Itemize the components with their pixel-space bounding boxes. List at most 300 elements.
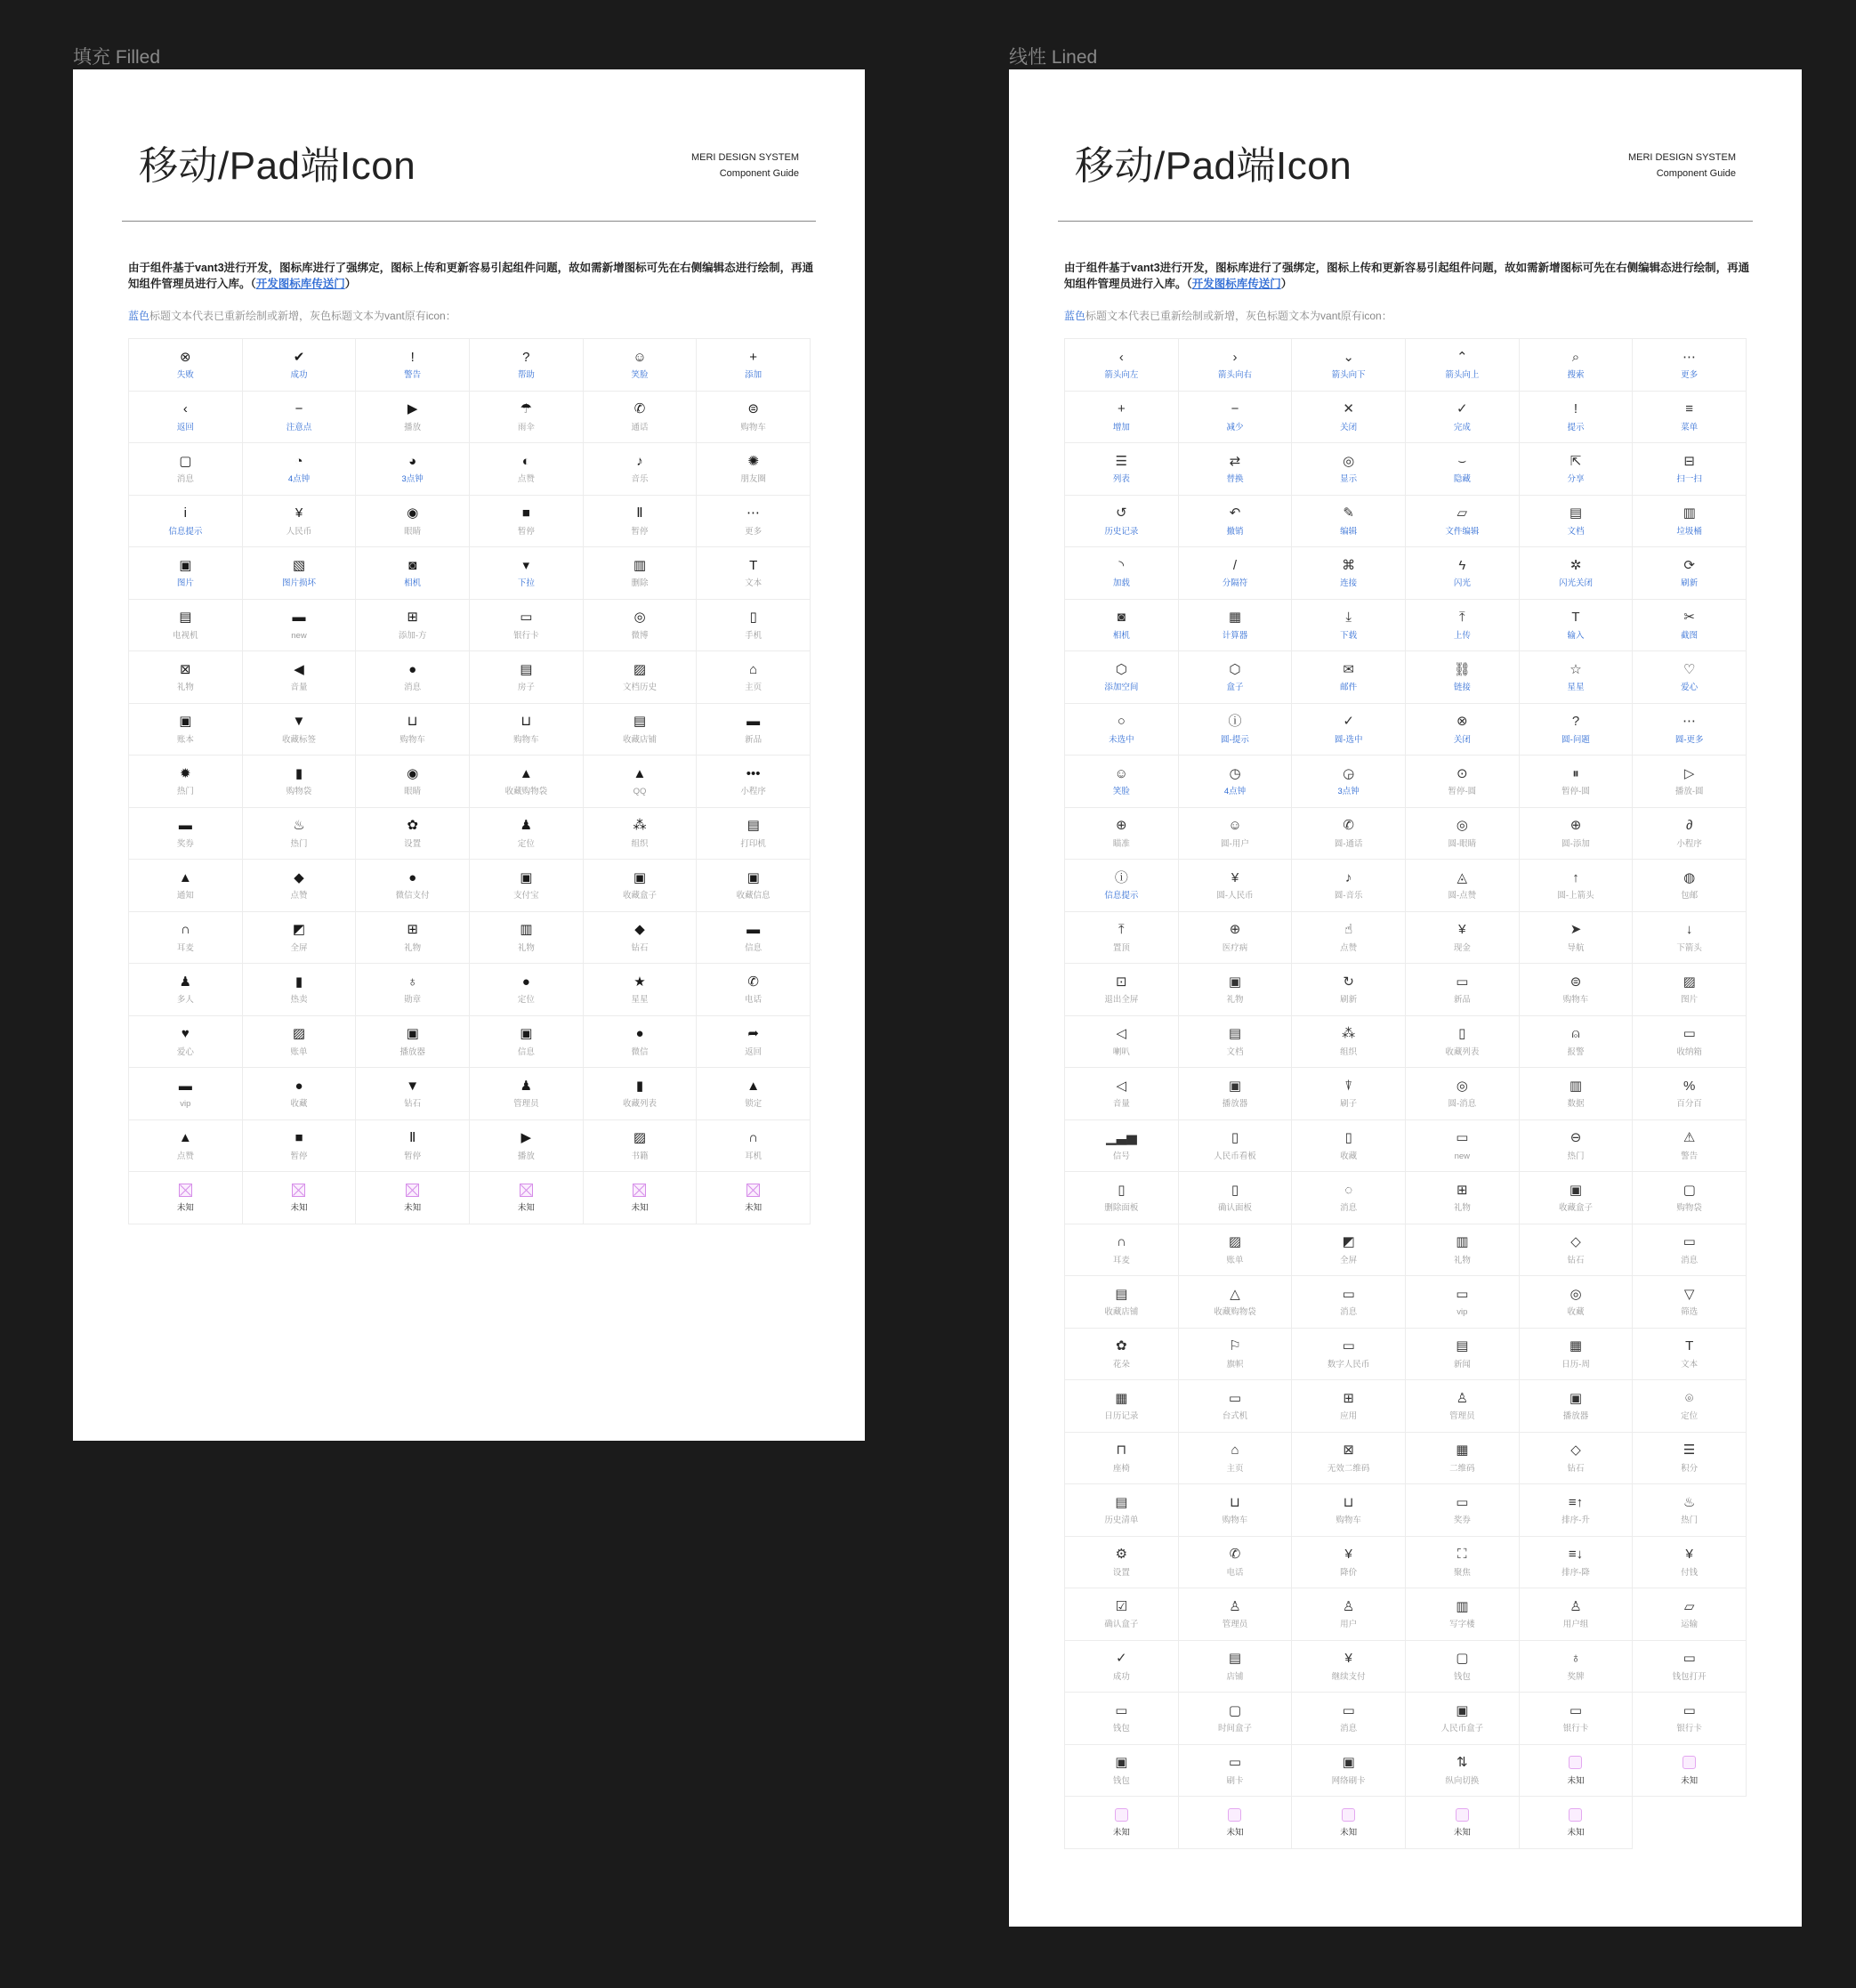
- icon-cell[interactable]: [1065, 1172, 1179, 1224]
- icon-cell[interactable]: [697, 1068, 811, 1120]
- icon-cell[interactable]: [356, 600, 470, 652]
- icon-cell[interactable]: [470, 756, 584, 808]
- icon-cell[interactable]: [470, 860, 584, 912]
- icon-cell[interactable]: [1633, 1276, 1747, 1329]
- icon-cell[interactable]: [1633, 1745, 1747, 1798]
- icon-cell[interactable]: [1406, 964, 1520, 1016]
- icon-cell[interactable]: [243, 547, 357, 600]
- icon-cell[interactable]: [1406, 1797, 1520, 1849]
- icon-cell[interactable]: [1065, 1380, 1179, 1433]
- circle-up-icon: ↑: [1572, 869, 1579, 885]
- icon-cell[interactable]: [1292, 547, 1406, 600]
- wallet2-icon: ▭: [1115, 1702, 1128, 1718]
- icon-cell[interactable]: [1179, 704, 1293, 756]
- icon-cell[interactable]: [356, 756, 470, 808]
- icon-cell[interactable]: [470, 496, 584, 548]
- icon-cell[interactable]: [1520, 1068, 1634, 1120]
- icon-library-link[interactable]: 开发图标库传送门: [1191, 278, 1281, 290]
- icon-cell[interactable]: [584, 912, 698, 965]
- icon-cell[interactable]: [1633, 1016, 1747, 1069]
- icon-cell[interactable]: [697, 600, 811, 652]
- icon-cell[interactable]: [1179, 496, 1293, 548]
- icon-cell[interactable]: [697, 339, 811, 392]
- icon-cell[interactable]: [1065, 443, 1179, 496]
- icon-cell[interactable]: [1406, 860, 1520, 912]
- icon-label: 主页: [745, 683, 763, 693]
- icon-cell[interactable]: [1292, 1224, 1406, 1277]
- icon-cell[interactable]: [584, 547, 698, 600]
- icon-cell[interactable]: [1633, 964, 1747, 1016]
- icon-cell[interactable]: [1520, 496, 1634, 548]
- circle-check-icon: ✓: [1343, 714, 1354, 730]
- icon-cell[interactable]: [1065, 1588, 1179, 1641]
- icon-cell[interactable]: [1520, 1276, 1634, 1329]
- icon-cell[interactable]: [129, 339, 243, 392]
- icon-cell[interactable]: [1520, 1120, 1634, 1173]
- icon-cell[interactable]: [697, 1172, 811, 1224]
- icon-cell[interactable]: [1406, 1172, 1520, 1224]
- icon-cell[interactable]: [697, 496, 811, 548]
- icon-label: 店铺: [1226, 1671, 1244, 1682]
- icon-cell[interactable]: [129, 1120, 243, 1173]
- icon-cell[interactable]: [1406, 808, 1520, 861]
- icon-cell[interactable]: [1292, 1172, 1406, 1224]
- icon-cell[interactable]: [1406, 392, 1520, 444]
- icon-cell[interactable]: [129, 1068, 243, 1120]
- stop-icon: ■: [521, 505, 530, 521]
- icon-cell[interactable]: [243, 964, 357, 1016]
- icon-cell[interactable]: [584, 860, 698, 912]
- icon-cell[interactable]: [470, 651, 584, 704]
- icon-cell[interactable]: [1406, 1484, 1520, 1537]
- icon-cell[interactable]: [243, 704, 357, 756]
- icon-cell[interactable]: [1065, 1433, 1179, 1485]
- icon-cell[interactable]: [1065, 860, 1179, 912]
- icon-cell[interactable]: [1292, 1068, 1406, 1120]
- icon-cell[interactable]: [1179, 1433, 1293, 1485]
- warning-icon: !: [410, 349, 415, 365]
- icon-cell[interactable]: [1292, 1745, 1406, 1798]
- icon-cell[interactable]: [356, 1172, 470, 1224]
- icon-cell[interactable]: [1292, 912, 1406, 965]
- icon-cell[interactable]: [1065, 808, 1179, 861]
- icon-cell[interactable]: [1520, 808, 1634, 861]
- icon-cell[interactable]: [584, 339, 698, 392]
- icon-cell[interactable]: [1179, 808, 1293, 861]
- legend-blue: 蓝色: [1064, 310, 1086, 322]
- icon-cell[interactable]: [1633, 912, 1747, 965]
- icon-cell[interactable]: [1292, 443, 1406, 496]
- chat-icon: ●: [408, 661, 417, 677]
- icon-cell[interactable]: [1520, 860, 1634, 912]
- icon-cell[interactable]: [470, 964, 584, 1016]
- icon-cell[interactable]: [1179, 1380, 1293, 1433]
- icon-cell[interactable]: [584, 964, 698, 1016]
- icon-cell[interactable]: [243, 756, 357, 808]
- icon-cell[interactable]: [1179, 1016, 1293, 1069]
- icon-cell[interactable]: [1179, 1537, 1293, 1589]
- icon-cell[interactable]: [1179, 1276, 1293, 1329]
- icon-cell[interactable]: [1520, 1433, 1634, 1485]
- icon-cell[interactable]: [243, 600, 357, 652]
- icon-cell[interactable]: [1065, 496, 1179, 548]
- icon-cell[interactable]: [1065, 756, 1179, 808]
- icon-cell[interactable]: [1292, 600, 1406, 652]
- icon-cell[interactable]: [1292, 496, 1406, 548]
- icon-cell[interactable]: [1520, 704, 1634, 756]
- icon-cell[interactable]: [356, 1120, 470, 1173]
- icon-cell[interactable]: [1406, 912, 1520, 965]
- icon-cell[interactable]: [356, 808, 470, 861]
- icon-cell[interactable]: [1065, 1641, 1179, 1693]
- icon-cell[interactable]: [1179, 1172, 1293, 1224]
- icon-cell[interactable]: [1633, 1433, 1747, 1485]
- icon-cell[interactable]: [1520, 964, 1634, 1016]
- message3-icon: ▭: [1342, 1702, 1355, 1718]
- icon-cell[interactable]: [1633, 443, 1747, 496]
- icon-cell[interactable]: [243, 1016, 357, 1069]
- icon-cell[interactable]: [129, 704, 243, 756]
- icon-cell[interactable]: [1633, 808, 1747, 861]
- icon-cell[interactable]: [1292, 704, 1406, 756]
- icon-cell[interactable]: [470, 600, 584, 652]
- icon-cell[interactable]: [129, 651, 243, 704]
- icon-cell[interactable]: [1520, 1693, 1634, 1745]
- icon-cell[interactable]: [470, 912, 584, 965]
- icon-cell[interactable]: [1179, 1745, 1293, 1798]
- icon-cell[interactable]: [129, 547, 243, 600]
- icon-cell[interactable]: [1406, 1016, 1520, 1069]
- icon-cell[interactable]: [1065, 1276, 1179, 1329]
- icon-cell[interactable]: [584, 808, 698, 861]
- icon-cell[interactable]: [1179, 339, 1293, 392]
- icon-cell[interactable]: [1179, 964, 1293, 1016]
- icon-cell[interactable]: [697, 704, 811, 756]
- icon-cell[interactable]: [1292, 1641, 1406, 1693]
- icon-cell[interactable]: [1292, 860, 1406, 912]
- icon-cell[interactable]: [584, 443, 698, 496]
- icon-cell[interactable]: [697, 1120, 811, 1173]
- icon-cell[interactable]: [356, 704, 470, 756]
- icon-label: 聚焦: [1453, 1567, 1471, 1578]
- icon-cell[interactable]: [1065, 912, 1179, 965]
- frame-lined: [1009, 69, 1802, 1927]
- icon-cell[interactable]: [129, 600, 243, 652]
- icon-cell[interactable]: [1520, 547, 1634, 600]
- icon-cell[interactable]: [1292, 756, 1406, 808]
- icon-cell[interactable]: [1179, 1797, 1293, 1849]
- icon-cell[interactable]: [697, 756, 811, 808]
- icon-cell[interactable]: [1633, 1641, 1747, 1693]
- icon-cell[interactable]: [1179, 1693, 1293, 1745]
- icon-cell[interactable]: [1406, 600, 1520, 652]
- icon-cell[interactable]: [1633, 1172, 1747, 1224]
- icon-cell[interactable]: [1179, 1224, 1293, 1277]
- icon-cell[interactable]: [1406, 1224, 1520, 1277]
- icon-cell[interactable]: [1520, 756, 1634, 808]
- icon-cell[interactable]: [1406, 1380, 1520, 1433]
- icon-cell[interactable]: [1292, 339, 1406, 392]
- icon-cell[interactable]: [1292, 651, 1406, 704]
- icon-cell[interactable]: [470, 1120, 584, 1173]
- icon-cell[interactable]: [129, 964, 243, 1016]
- icon-label: 信息: [745, 942, 763, 953]
- icon-cell[interactable]: [470, 1016, 584, 1069]
- icon-label: 4点钟: [1223, 787, 1247, 797]
- icon-label: 日历-周: [1561, 1359, 1590, 1370]
- icon-cell[interactable]: [1065, 964, 1179, 1016]
- icon-cell[interactable]: [584, 704, 698, 756]
- icon-cell[interactable]: [1633, 496, 1747, 548]
- icon-cell[interactable]: [1520, 1172, 1634, 1224]
- icon-cell[interactable]: [697, 443, 811, 496]
- icon-cell[interactable]: [1406, 651, 1520, 704]
- icon-cell[interactable]: [129, 756, 243, 808]
- icon-cell[interactable]: [584, 496, 698, 548]
- icon-cell[interactable]: [243, 860, 357, 912]
- icon-cell[interactable]: [1292, 808, 1406, 861]
- icon-cell[interactable]: [470, 392, 584, 444]
- icon-cell[interactable]: [1520, 1380, 1634, 1433]
- icon-cell[interactable]: [1292, 1588, 1406, 1641]
- icon-cell[interactable]: [1065, 547, 1179, 600]
- icon-cell[interactable]: [1179, 912, 1293, 965]
- icon-cell[interactable]: [1633, 651, 1747, 704]
- icon-cell[interactable]: [243, 496, 357, 548]
- icon-cell[interactable]: [129, 1016, 243, 1069]
- icon-cell[interactable]: [129, 496, 243, 548]
- icon-cell[interactable]: [697, 651, 811, 704]
- icon-cell[interactable]: [1292, 1484, 1406, 1537]
- icon-cell[interactable]: [1292, 1537, 1406, 1589]
- icon-cell[interactable]: [470, 547, 584, 600]
- icon-cell[interactable]: [1065, 651, 1179, 704]
- icon-cell[interactable]: [1179, 756, 1293, 808]
- icon-cell[interactable]: [1406, 1120, 1520, 1173]
- icon-cell[interactable]: [1292, 1276, 1406, 1329]
- icon-cell[interactable]: [243, 808, 357, 861]
- icon-cell[interactable]: [1520, 600, 1634, 652]
- icon-cell[interactable]: [243, 392, 357, 444]
- icon-cell[interactable]: [129, 392, 243, 444]
- icon-cell[interactable]: [1633, 600, 1747, 652]
- icon-cell[interactable]: [470, 704, 584, 756]
- icon-label: 暂停-圆: [1561, 787, 1590, 797]
- icon-cell[interactable]: [356, 1016, 470, 1069]
- icon-label: 确认面板: [1217, 1203, 1252, 1214]
- icon-cell[interactable]: [356, 392, 470, 444]
- icon-cell[interactable]: [1633, 392, 1747, 444]
- icon-cell[interactable]: [1179, 651, 1293, 704]
- icon-cell[interactable]: [1406, 1068, 1520, 1120]
- icon-cell[interactable]: [1406, 1693, 1520, 1745]
- icon-cell[interactable]: [1292, 1433, 1406, 1485]
- icon-cell[interactable]: [1406, 547, 1520, 600]
- icon-cell[interactable]: [1520, 1641, 1634, 1693]
- icon-cell[interactable]: [1633, 547, 1747, 600]
- icon-cell[interactable]: [1292, 1380, 1406, 1433]
- icon-cell[interactable]: [356, 651, 470, 704]
- icon-cell[interactable]: [1633, 1329, 1747, 1381]
- icon-cell[interactable]: [129, 808, 243, 861]
- icon-cell[interactable]: [1179, 600, 1293, 652]
- icon-cell[interactable]: [697, 912, 811, 965]
- icon-cell[interactable]: [697, 964, 811, 1016]
- icon-cell[interactable]: [356, 496, 470, 548]
- icon-label: 新品: [745, 734, 763, 745]
- icon-cell[interactable]: [1406, 1745, 1520, 1798]
- icon-cell[interactable]: [1633, 339, 1747, 392]
- icon-cell[interactable]: [1292, 1120, 1406, 1173]
- icon-cell[interactable]: [1065, 1224, 1179, 1277]
- icon-cell[interactable]: [1633, 704, 1747, 756]
- icon-cell[interactable]: [243, 1172, 357, 1224]
- icon-cell[interactable]: [470, 1172, 584, 1224]
- icon-cell[interactable]: [584, 1120, 698, 1173]
- icon-cell[interactable]: [1179, 547, 1293, 600]
- icon-cell[interactable]: [584, 1172, 698, 1224]
- icon-cell[interactable]: [1406, 704, 1520, 756]
- icon-cell[interactable]: [1406, 1329, 1520, 1381]
- icon-cell[interactable]: [697, 547, 811, 600]
- icon-cell[interactable]: [584, 392, 698, 444]
- icon-cell[interactable]: [1065, 1329, 1179, 1381]
- icon-cell[interactable]: [1065, 1120, 1179, 1173]
- icon-cell[interactable]: [1633, 1068, 1747, 1120]
- icon-cell[interactable]: [356, 339, 470, 392]
- icon-cell[interactable]: [697, 808, 811, 861]
- icon-cell[interactable]: [1065, 1537, 1179, 1589]
- icon-cell[interactable]: [129, 860, 243, 912]
- icon-cell[interactable]: [243, 912, 357, 965]
- icon-cell[interactable]: [1633, 1120, 1747, 1173]
- icon-cell[interactable]: [1065, 1693, 1179, 1745]
- icon-cell[interactable]: [1065, 1797, 1179, 1849]
- icon-cell[interactable]: [1292, 392, 1406, 444]
- icon-cell[interactable]: [1633, 1537, 1747, 1589]
- icon-cell[interactable]: [470, 443, 584, 496]
- icon-cell[interactable]: [584, 756, 698, 808]
- icon-cell[interactable]: [1520, 339, 1634, 392]
- icon-cell[interactable]: [1292, 1329, 1406, 1381]
- icon-cell[interactable]: [129, 912, 243, 965]
- icon-cell[interactable]: [1292, 1016, 1406, 1069]
- icon-cell[interactable]: [1520, 1537, 1634, 1589]
- icon-cell[interactable]: [1179, 1329, 1293, 1381]
- icon-cell[interactable]: [356, 1068, 470, 1120]
- icon-cell[interactable]: [1065, 600, 1179, 652]
- icon-cell[interactable]: [1179, 1641, 1293, 1693]
- icon-cell[interactable]: [470, 1068, 584, 1120]
- icon-cell[interactable]: [1406, 496, 1520, 548]
- fav-bag-icon: △: [1230, 1286, 1240, 1302]
- icon-cell[interactable]: [1406, 1276, 1520, 1329]
- icon-cell[interactable]: [470, 339, 584, 392]
- icon-cell[interactable]: [697, 860, 811, 912]
- icon-cell[interactable]: [129, 1172, 243, 1224]
- icon-cell[interactable]: [1520, 1016, 1634, 1069]
- icon-cell[interactable]: [1633, 1588, 1747, 1641]
- icon-cell[interactable]: [1179, 1484, 1293, 1537]
- icon-cell[interactable]: [584, 1016, 698, 1069]
- icon-cell[interactable]: [470, 808, 584, 861]
- icon-cell[interactable]: [1065, 392, 1179, 444]
- icon-cell[interactable]: [243, 339, 357, 392]
- icon-cell[interactable]: [1179, 443, 1293, 496]
- icon-cell[interactable]: [1633, 1224, 1747, 1277]
- icon-cell[interactable]: [1520, 912, 1634, 965]
- icon-cell[interactable]: [1406, 1433, 1520, 1485]
- icon-cell[interactable]: [1065, 1484, 1179, 1537]
- icon-cell[interactable]: [1406, 443, 1520, 496]
- icon-cell[interactable]: [1406, 1537, 1520, 1589]
- icon-label: 失败: [176, 370, 194, 381]
- icon-cell[interactable]: [1520, 1745, 1634, 1798]
- icon-library-link[interactable]: 开发图标库传送门: [255, 278, 345, 290]
- icon-cell[interactable]: [243, 1068, 357, 1120]
- icon-cell[interactable]: [1520, 651, 1634, 704]
- icon-cell[interactable]: [1179, 1068, 1293, 1120]
- icon-cell[interactable]: [1065, 1068, 1179, 1120]
- icon-cell[interactable]: [1633, 1380, 1747, 1433]
- icon-cell[interactable]: [1179, 860, 1293, 912]
- icon-cell[interactable]: [1633, 860, 1747, 912]
- icon-cell[interactable]: [697, 392, 811, 444]
- icon-cell[interactable]: [1179, 1120, 1293, 1173]
- icon-cell[interactable]: [1633, 1484, 1747, 1537]
- icon-cell[interactable]: [1520, 1224, 1634, 1277]
- icon-cell[interactable]: [1292, 1693, 1406, 1745]
- icon-cell[interactable]: [356, 860, 470, 912]
- icon-cell[interactable]: [1292, 1797, 1406, 1849]
- icon-cell[interactable]: [129, 443, 243, 496]
- icon-cell[interactable]: [1179, 392, 1293, 444]
- icon-cell[interactable]: [697, 1016, 811, 1069]
- icon-cell[interactable]: [1520, 1484, 1634, 1537]
- frame-label-lined: 线性 Lined: [1009, 47, 1098, 68]
- icon-cell[interactable]: [1065, 1016, 1179, 1069]
- icon-label: 帮助: [517, 370, 535, 381]
- icon-cell[interactable]: [584, 651, 698, 704]
- icon-cell[interactable]: [1065, 704, 1179, 756]
- icon-cell[interactable]: [356, 547, 470, 600]
- icon-cell[interactable]: [1406, 1588, 1520, 1641]
- icon-cell[interactable]: [356, 443, 470, 496]
- done-icon: ✓: [1457, 401, 1468, 417]
- icon-cell[interactable]: [584, 600, 698, 652]
- icon-cell[interactable]: [1179, 1588, 1293, 1641]
- icon-cell[interactable]: [1406, 1641, 1520, 1693]
- icon-cell[interactable]: [584, 1068, 698, 1120]
- icon-cell[interactable]: [356, 964, 470, 1016]
- icon-cell[interactable]: [1520, 443, 1634, 496]
- icon-cell[interactable]: [1520, 1329, 1634, 1381]
- icon-cell[interactable]: [1633, 1693, 1747, 1745]
- icon-cell[interactable]: [1520, 1588, 1634, 1641]
- icon-cell[interactable]: [1520, 392, 1634, 444]
- icon-cell[interactable]: [1633, 756, 1747, 808]
- icon-cell[interactable]: [1520, 1797, 1634, 1849]
- icon-cell[interactable]: [243, 651, 357, 704]
- icon-cell[interactable]: [1292, 964, 1406, 1016]
- icon-cell[interactable]: [1406, 339, 1520, 392]
- icon-cell[interactable]: [356, 912, 470, 965]
- icon-cell[interactable]: [1406, 756, 1520, 808]
- icon-cell[interactable]: [243, 1120, 357, 1173]
- icon-cell[interactable]: [1065, 1745, 1179, 1798]
- icon-cell[interactable]: [1065, 339, 1179, 392]
- icon-cell[interactable]: [243, 443, 357, 496]
